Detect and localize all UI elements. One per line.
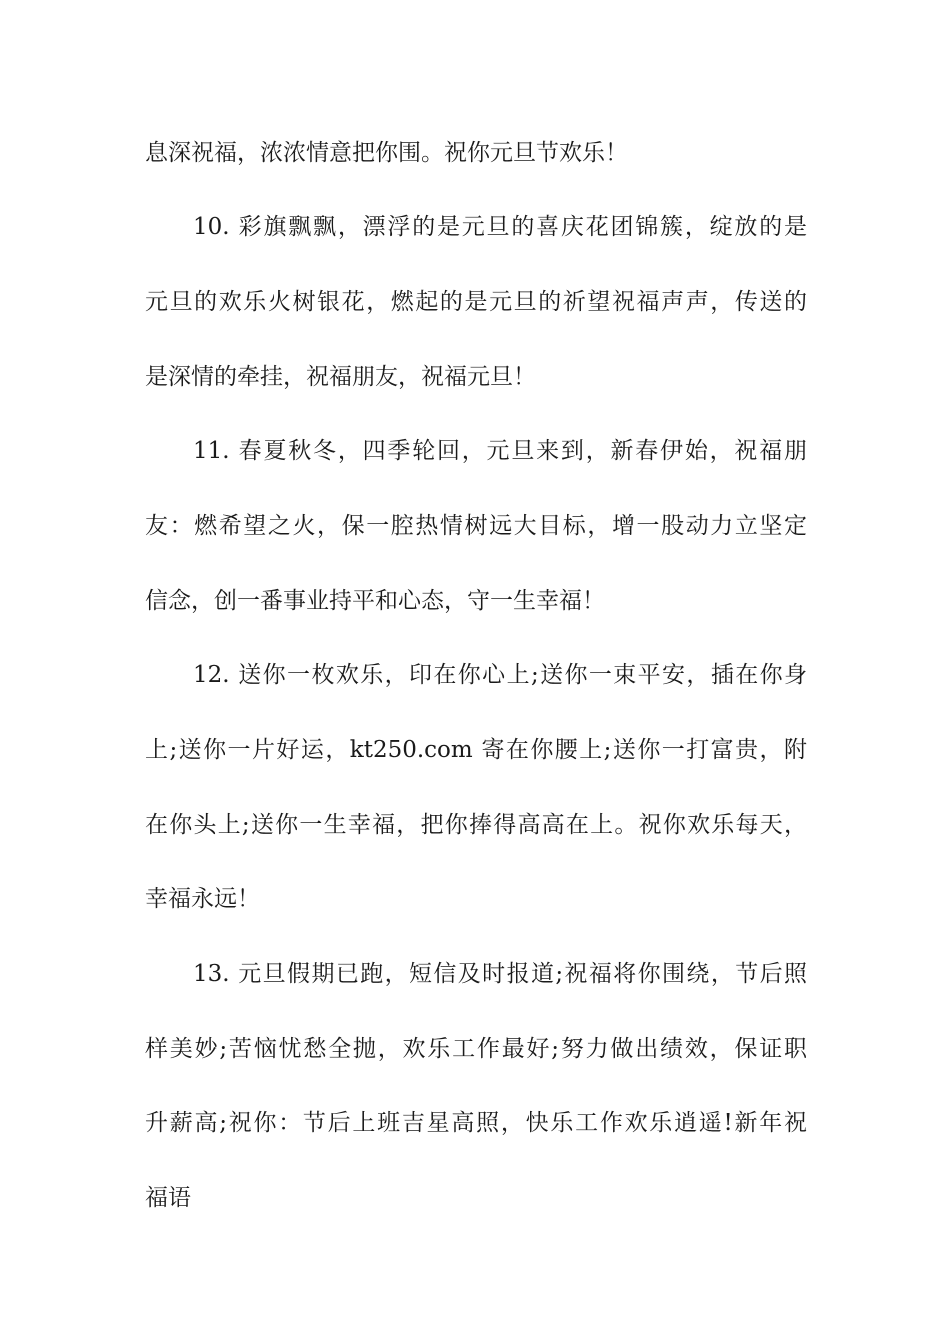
text-line: 元旦的欢乐火树银花，燃起的是元旦的祈望祝福声声，传送的 [145, 289, 807, 315]
text-line: 息深祝福，浓浓情意把你围。祝你元旦节欢乐！ [145, 140, 628, 166]
text-line: 信念，创一番事业持平和心态，守一生幸福！ [145, 588, 605, 614]
text-line: 样美妙;苦恼忧愁全抛，欢乐工作最好;努力做出绩效，保证职 [145, 1036, 807, 1062]
text-line: 福语 [145, 1185, 191, 1211]
text-line: 在你头上;送你一生幸福，把你捧得高高在上。祝你欢乐每天， [145, 812, 807, 838]
text-line: 是深情的牵挂，祝福朋友，祝福元旦！ [145, 364, 536, 390]
text-line: 12. 送你一枚欢乐，印在你心上;送你一束平安，插在你身 [193, 662, 807, 688]
text-line: 11. 春夏秋冬，四季轮回，元旦来到，新春伊始，祝福朋 [193, 438, 807, 464]
text-line: 上;送你一片好运，kt250.com 寄在你腰上;送你一打富贵，附 [145, 737, 807, 763]
text-line: 友：燃希望之火，保一腔热情树远大目标，增一股动力立坚定 [145, 513, 807, 539]
text-line: 幸福永远！ [145, 886, 260, 912]
text-line: 10. 彩旗飘飘，漂浮的是元旦的喜庆花团锦簇，绽放的是 [193, 214, 807, 240]
text-line: 13. 元旦假期已跑，短信及时报道;祝福将你围绕，节后照 [193, 961, 807, 987]
text-line: 升薪高;祝你：节后上班吉星高照，快乐工作欢乐逍遥!新年祝 [145, 1110, 807, 1136]
